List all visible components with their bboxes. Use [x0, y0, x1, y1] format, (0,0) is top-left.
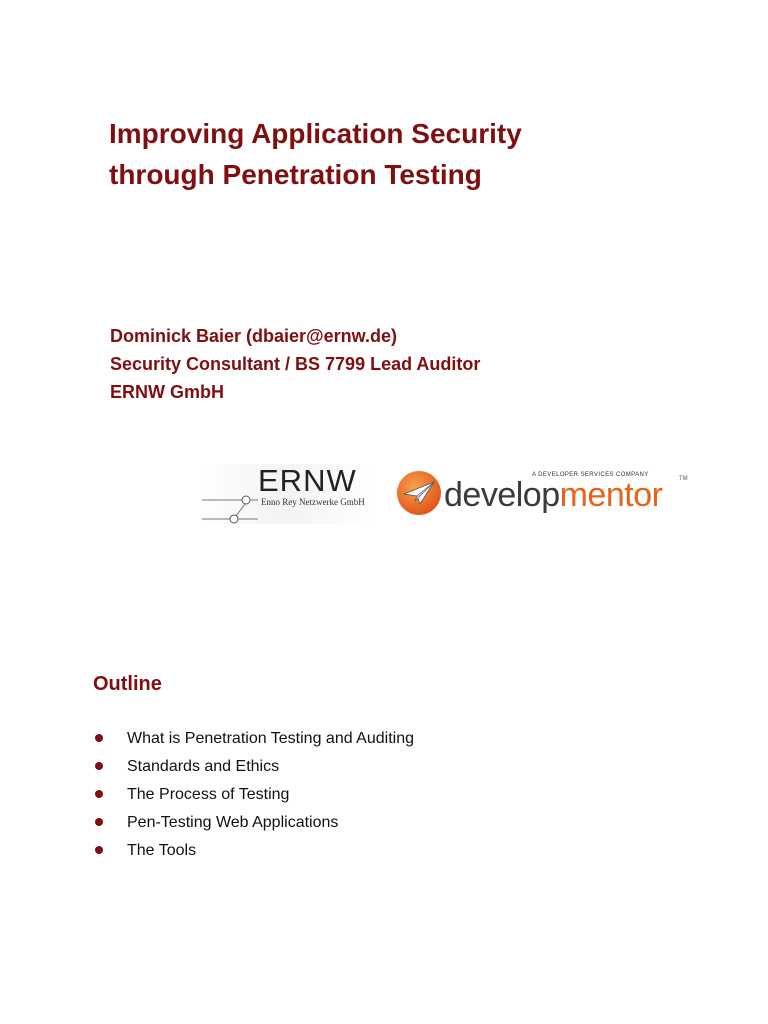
author-block [110, 322, 480, 406]
outline-heading: Outline [93, 673, 162, 695]
developmentor-word-mentor: mentor [559, 476, 663, 514]
author-name: Dominick Baier (dbaier@ernw.de) [110, 326, 397, 346]
title-line-2: through Penetration Testing [109, 159, 482, 190]
author-company: ERNW GmbH [110, 382, 224, 402]
ernw-logo [198, 464, 374, 524]
developmentor-logo [396, 468, 690, 520]
outline-item-text: The Process of Testing [127, 786, 290, 803]
document-title [109, 113, 522, 195]
developmentor-tagline: A DEVELOPER SERVICES COMPANY [532, 472, 649, 478]
outline-item-text: What is Penetration Testing and Auditing [127, 730, 414, 747]
ernw-logo-text: ERNW [258, 463, 357, 498]
outline-item-text: The Tools [127, 842, 197, 859]
author-role: Security Consultant / BS 7799 Lead Auditor [110, 354, 481, 374]
bullet-icon [95, 818, 103, 826]
bullet-icon [95, 846, 103, 854]
title-line-1: Improving Application Security [109, 118, 522, 149]
developmentor-wordmark [444, 475, 662, 515]
outline-item-text: Pen-Testing Web Applications [127, 814, 339, 831]
ernw-logo-subtitle: Enno Rey Netzwerke GmbH [261, 497, 365, 507]
outline-item-text: Standards and Ethics [127, 758, 280, 775]
developmentor-word-develop: develop [444, 476, 560, 514]
bullet-icon [95, 734, 103, 742]
bullet-icon [95, 790, 103, 798]
paper-plane-icon [396, 470, 442, 516]
bullet-icon [95, 762, 103, 770]
trademark-mark: TM [679, 476, 688, 482]
